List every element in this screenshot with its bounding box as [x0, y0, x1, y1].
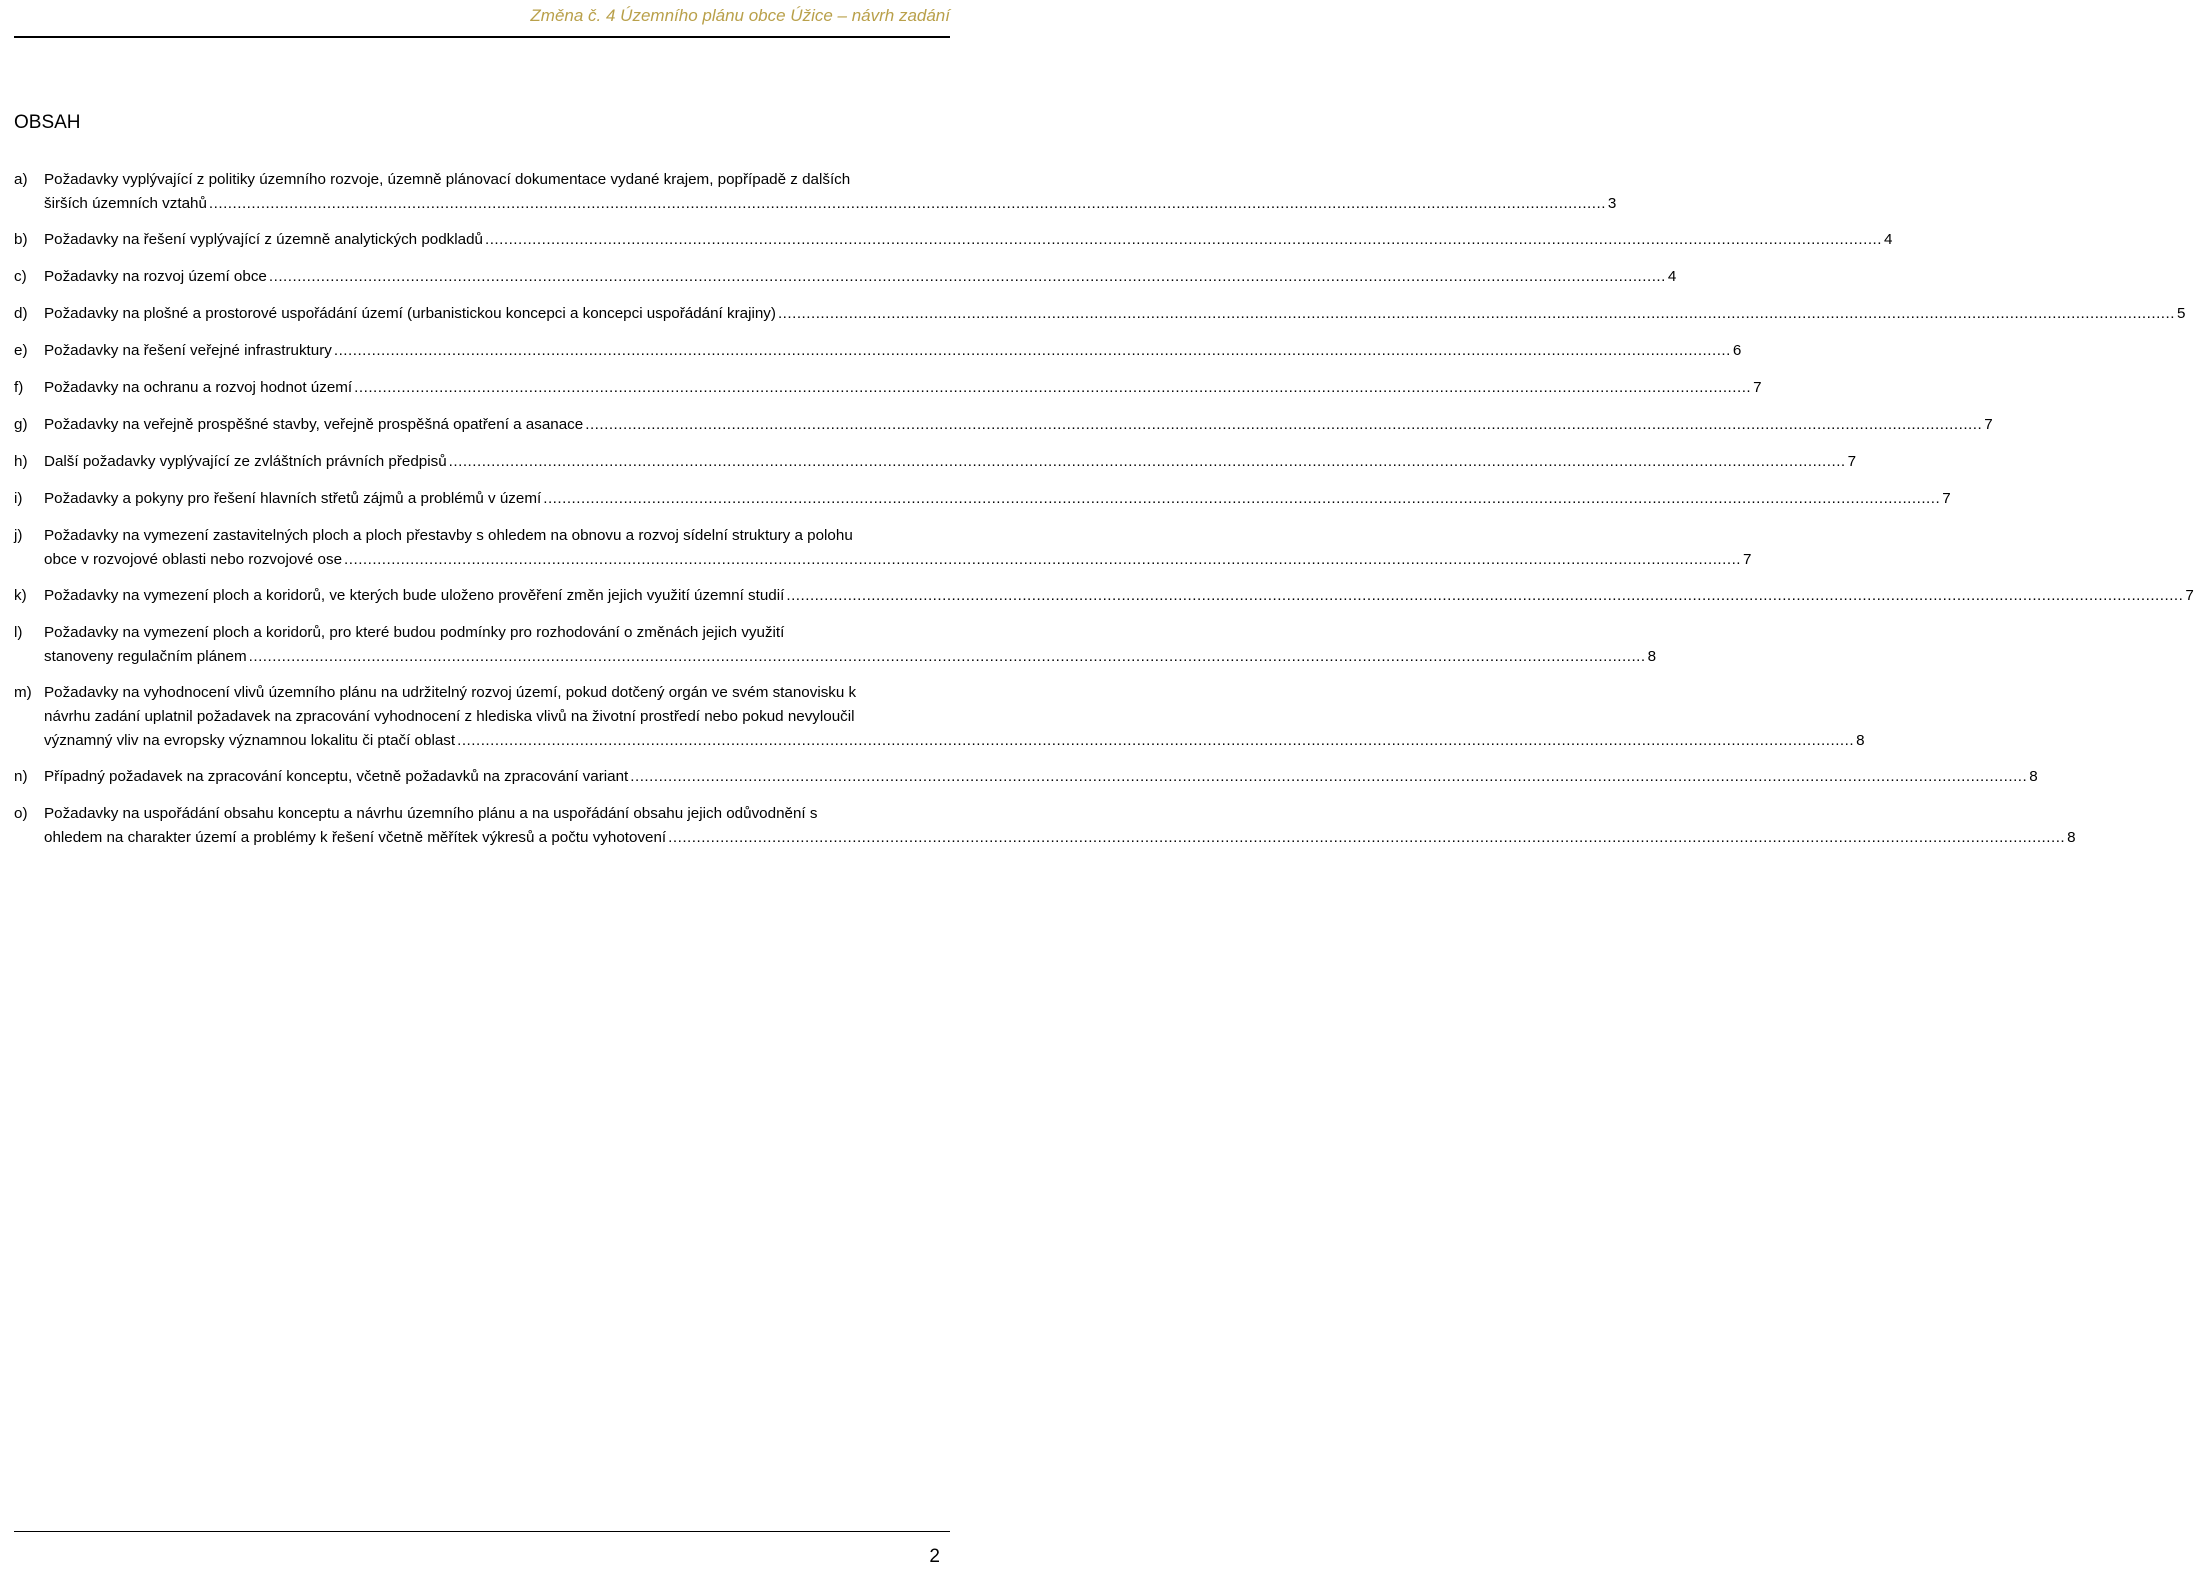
toc-dot-leader — [543, 487, 1940, 511]
toc-entry-letter: j) — [14, 527, 23, 544]
toc-entry-letter: l) — [14, 624, 23, 641]
toc-entry-line — [44, 450, 1856, 474]
toc-page-number: 8 — [2029, 768, 2038, 785]
toc-entry-letter: f) — [14, 379, 24, 396]
toc-entry-text: významný vliv na evropsky významnou lokalitu či ptačí oblast — [44, 732, 456, 749]
toc-entry[interactable] — [14, 228, 1893, 252]
toc-page-number: 5 — [2176, 305, 2186, 322]
toc-entry-text: Požadavky na vymezení ploch a koridorů, ve kterých bude uloženo prověření změn jejich využití územní studií — [44, 587, 785, 604]
toc-entry-text: ohledem na charakter území a problémy k řešení včetně měřítek výkresů a počtu vyhotovení — [44, 829, 667, 846]
toc-entry-body — [44, 302, 2185, 326]
toc-entry-text: Požadavky a pokyny pro řešení hlavních střetů zájmů a problémů v území — [44, 490, 542, 507]
toc-entry-body — [44, 265, 1676, 289]
toc-dot-leader — [209, 192, 1606, 216]
toc-entry-text: Požadavky na řešení veřejné infrastruktury — [44, 342, 332, 359]
toc-entry-text: Požadavky vyplývající z politiky územního rozvoje, územně plánovací dokumentace vydané krajem, popřípadě z dalších — [44, 171, 851, 188]
toc-dot-leader — [449, 450, 1846, 474]
toc-entry-line — [44, 645, 1656, 669]
toc-entry-letter: b) — [14, 231, 28, 248]
table-of-contents — [14, 168, 2194, 862]
toc-entry-line — [44, 802, 2076, 826]
toc-entry-text: Požadavky na uspořádání obsahu konceptu a návrhu územního plánu a na uspořádání obsahu jejich odůvodnění s — [44, 805, 818, 822]
toc-entry-line — [44, 548, 1751, 572]
toc-page-number: 7 — [2185, 587, 2194, 604]
toc-entry-body — [44, 524, 1751, 572]
toc-entry-line — [44, 192, 1616, 216]
toc-entry-body — [44, 802, 2076, 850]
toc-entry-text: Požadavky na vymezení ploch a koridorů, pro které budou podmínky pro rozhodování o změnách jejich využití — [44, 624, 785, 641]
toc-dot-leader — [344, 548, 1741, 572]
toc-dot-leader — [585, 413, 1982, 437]
toc-entry-line — [44, 413, 1993, 437]
toc-entry-letter: i) — [14, 490, 23, 507]
toc-entry-letter: g) — [14, 416, 28, 433]
toc-page-number: 7 — [1743, 551, 1752, 568]
toc-entry[interactable] — [14, 621, 1657, 669]
toc-entry-text: Požadavky na rozvoj území obce — [44, 268, 267, 285]
toc-entry-letter: e) — [14, 342, 28, 359]
toc-entry-line — [44, 302, 2185, 326]
toc-entry[interactable] — [14, 450, 1857, 474]
toc-entry-line — [44, 487, 1951, 511]
page-number: 2 — [929, 1546, 940, 1567]
toc-entry-text: Další požadavky vyplývající ze zvláštních právních předpisů — [44, 453, 447, 470]
toc-entry[interactable] — [14, 265, 1677, 289]
toc-entry-text: Požadavky na řešení vyplývající z územně analytických podkladů — [44, 231, 483, 248]
toc-entry-body — [44, 584, 2194, 608]
toc-entry-line — [44, 376, 1762, 400]
toc-dot-leader — [630, 765, 2027, 789]
toc-entry-body — [44, 681, 1865, 753]
footer-divider — [14, 1531, 950, 1532]
toc-entry-line — [44, 168, 1616, 192]
toc-dot-leader — [786, 584, 2183, 608]
toc-page-number: 8 — [1647, 648, 1657, 665]
toc-entry-text: Požadavky na plošné a prostorové uspořádání území (urbanistickou koncepci a koncepci uspořádání krajiny) — [44, 305, 776, 322]
toc-page-number: 4 — [1883, 231, 1893, 248]
toc-page-number: 4 — [1667, 268, 1677, 285]
toc-entry-text: Požadavky na ochranu a rozvoj hodnot území — [44, 379, 353, 396]
toc-entry-line — [44, 826, 2076, 850]
toc-entry-letter: k) — [14, 587, 27, 604]
toc-page-number: 8 — [1856, 732, 1865, 749]
toc-entry[interactable] — [14, 376, 1762, 400]
toc-entry-text: Požadavky na vyhodnocení vlivů územního plánu na udržitelný rozvoj území, pokud dotčený orgán ve svém stanovisku k — [44, 684, 857, 701]
toc-entry-line — [44, 524, 1751, 548]
toc-entry-body — [44, 168, 1616, 216]
toc-entry-letter: a) — [14, 171, 28, 188]
toc-entry-body — [44, 450, 1856, 474]
toc-entry-letter: d) — [14, 305, 28, 322]
toc-entry-line — [44, 705, 1865, 729]
toc-entry-line — [44, 339, 1741, 363]
toc-entry-letter: n) — [14, 768, 28, 785]
toc-entry[interactable] — [14, 524, 1752, 572]
toc-entry-line — [44, 681, 1865, 705]
toc-entry-body — [44, 376, 1762, 400]
toc-page-number: 7 — [1753, 379, 1762, 396]
toc-entry[interactable] — [14, 802, 2076, 850]
toc-entry-body — [44, 228, 1892, 252]
toc-entry[interactable] — [14, 168, 1617, 216]
toc-entry-text: Požadavky na veřejně prospěšné stavby, veřejně prospěšná opatření a asanace — [44, 416, 584, 433]
toc-dot-leader — [249, 645, 1646, 669]
toc-entry-body — [44, 765, 2038, 789]
toc-page-number: 6 — [1732, 342, 1742, 359]
toc-entry-letter: m) — [14, 684, 32, 701]
toc-entry-letter: c) — [14, 268, 27, 285]
toc-entry[interactable] — [14, 413, 1993, 437]
toc-entry-text: Požadavky na vymezení zastavitelných ploch a ploch přestavby s ohledem na obnovu a rozvoj sídelní struktury a polohu — [44, 527, 853, 544]
toc-entry-line — [44, 228, 1892, 252]
toc-dot-leader — [269, 265, 1666, 289]
toc-dot-leader — [485, 228, 1882, 252]
toc-page-number: 7 — [1984, 416, 1993, 433]
toc-dot-leader — [778, 302, 2175, 326]
toc-entry-body — [44, 621, 1656, 669]
toc-entry-line — [44, 765, 2038, 789]
toc-entry-letter: h) — [14, 453, 28, 470]
toc-entry-body — [44, 487, 1951, 511]
toc-entry-body — [44, 413, 1993, 437]
toc-entry[interactable] — [14, 681, 1865, 753]
toc-entry-text: návrhu zadání uplatnil požadavek na zpracování vyhodnocení z hlediska vlivů na životní prostředí nebo pokud nevyloučil — [44, 708, 855, 725]
toc-dot-leader — [354, 376, 1751, 400]
toc-page-number: 7 — [1847, 453, 1857, 470]
toc-entry[interactable] — [14, 302, 2186, 326]
toc-entry[interactable] — [14, 584, 2194, 608]
page-header — [14, 0, 950, 38]
toc-entry-line — [44, 621, 1656, 645]
toc-entry-text: Případný požadavek na zpracování konceptu, včetně požadavků na zpracování variant — [44, 768, 629, 785]
toc-page-number: 7 — [1942, 490, 1951, 507]
toc-entry-text: stanoveny regulačním plánem — [44, 648, 247, 665]
toc-page-number: 3 — [1607, 195, 1617, 212]
toc-entry-letter: o) — [14, 805, 28, 822]
toc-dot-leader — [668, 826, 2065, 850]
toc-entry-body — [44, 339, 1741, 363]
toc-entry-line — [44, 729, 1865, 753]
toc-dot-leader — [457, 729, 1854, 753]
toc-heading: OBSAH — [14, 112, 81, 133]
toc-entry[interactable] — [14, 487, 1951, 511]
document-title: Změna č. 4 Územního plánu obce Úžice – návrh zadání — [530, 6, 950, 25]
toc-page-number: 8 — [2067, 829, 2076, 846]
toc-entry-line — [44, 265, 1676, 289]
toc-dot-leader — [334, 339, 1731, 363]
toc-entry[interactable] — [14, 765, 2038, 789]
toc-entry-line — [44, 584, 2194, 608]
toc-entry[interactable] — [14, 339, 1742, 363]
toc-entry-text: širších územních vztahů — [44, 195, 207, 212]
toc-entry-text: obce v rozvojové oblasti nebo rozvojové ose — [44, 551, 343, 568]
